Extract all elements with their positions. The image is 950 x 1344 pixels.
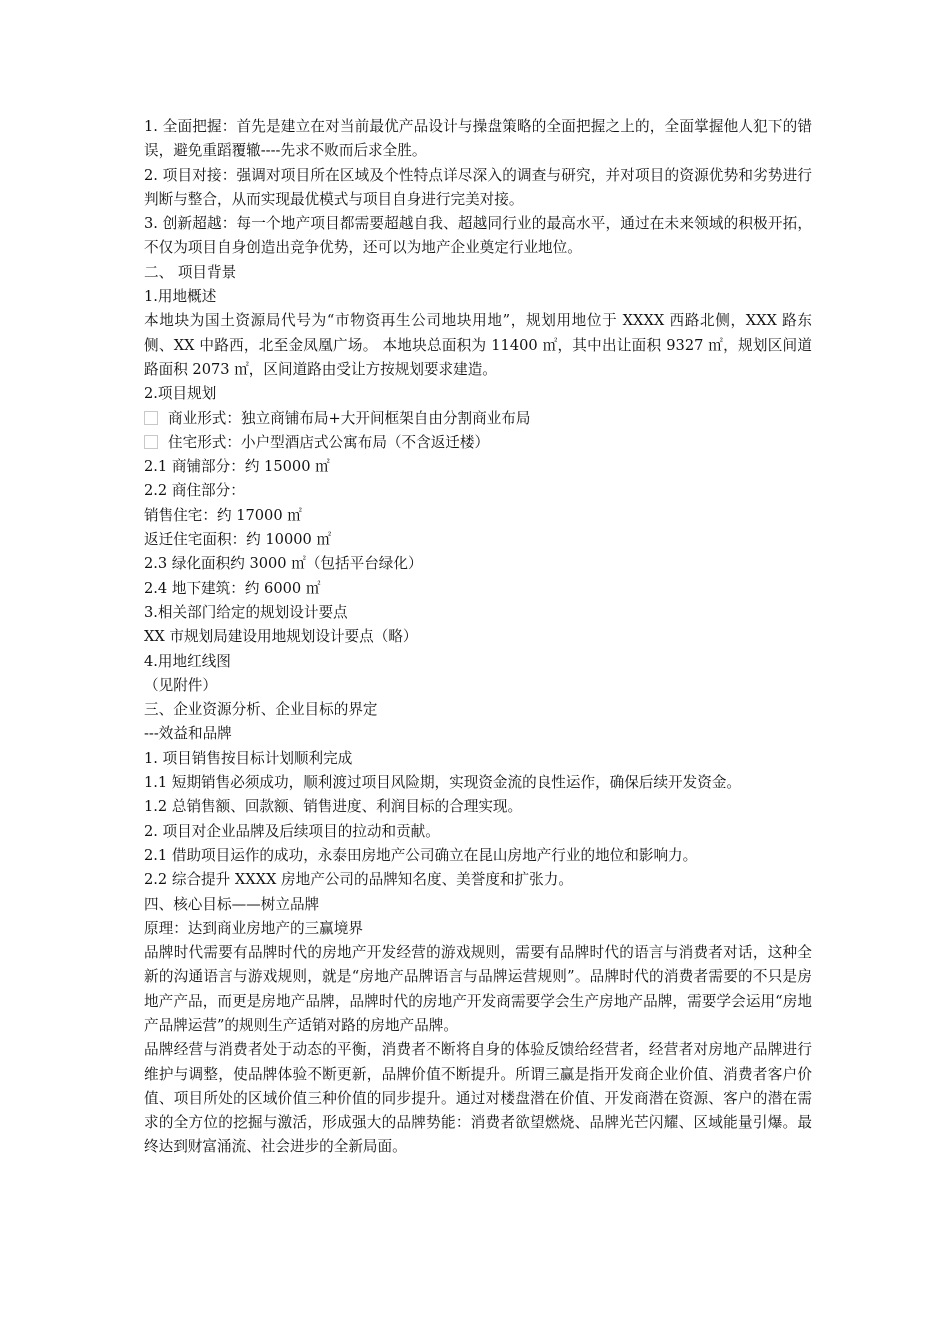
subheading-land-overview: 1.用地概述 bbox=[144, 288, 217, 306]
paragraph-project-docking: 2. 项目对接：强调对项目所在区域及个性特点详尽深入的调查与研究，并对项目的资源优势和劣势进行判断与整合，从而实现最优模式与项目自身进行完美对接。 bbox=[144, 166, 812, 208]
paragraph-innovation: 3. 创新超越：每一个地产项目都需要超越自我、超越同行业的最高水平，通过在未来领域的积极开拓，不仅为项目自身创造出竞争优势，还可以为地产企业奠定行业地位。 bbox=[144, 215, 812, 257]
subheading-red-line-map: 4.用地红线图 bbox=[144, 652, 231, 670]
line-sales-target: 1. 项目销售按目标计划顺利完成 bbox=[144, 749, 353, 767]
paragraph-brand-era: 品牌时代需要有品牌时代的房地产开发经营的游戏规则，需要有品牌时代的语言与消费者对话，这种全新的沟通语言与游戏规则，就是“房地产品牌语言与品牌运营规则”。品牌时代的消费者需要的不只是房地产产品，而更是房地产品牌，品牌时代的房地产开发商需要学会生产房地产品牌，需要学会运用“房地产品牌运营”的规则生产适销对路的房地产品牌。 bbox=[144, 944, 812, 1034]
line-planning-points-note: XX 市规划局建设用地规划设计要点（略） bbox=[144, 628, 418, 646]
paragraph-land-overview: 本地块为国土资源局代号为“市物资再生公司地块用地”，规划用地位于 XXXX 西路北侧，XXX 路东侧、XX 中路西，北至金凤凰广场。 本地块总面积为 11400 ㎡，其中出让面积 9327 ㎡，规划区间道路面积 2073 ㎡，区间道路由受让方按规划要求建造。 bbox=[144, 312, 812, 378]
line-brand-contribution: 2. 项目对企业品牌及后续项目的拉动和贡献。 bbox=[144, 822, 440, 840]
document-body bbox=[144, 115, 812, 1160]
line-short-term-sales: 1.1 短期销售必须成功，顺利渡过项目风险期，实现资金流的良性运作，确保后续开发资金。 bbox=[144, 774, 742, 792]
line-see-attachment: （见附件） bbox=[144, 676, 217, 694]
bullet-text: 商业形式：独立商铺布局+大开间框架自由分割商业布局 bbox=[168, 409, 531, 427]
bullet-item-residential bbox=[144, 431, 812, 455]
line-shops-area: 2.1 商铺部分：约 15000 ㎡ bbox=[144, 458, 330, 476]
heading-resource-analysis: 三、企业资源分析、企业目标的界定 bbox=[144, 701, 378, 719]
heading-project-background: 二、 项目背景 bbox=[144, 263, 237, 281]
line-benefit-brand: ---效益和品牌 bbox=[144, 725, 232, 743]
line-brand-awareness: 2.2 综合提升 XXXX 房地产公司的品牌知名度、美誉度和扩张力。 bbox=[144, 871, 573, 889]
line-industry-position: 2.1 借助项目运作的成功，永泰田房地产公司确立在昆山房地产行业的地位和影响力。 bbox=[144, 846, 698, 864]
paragraph-comprehensive-grasp: 1. 全面把握：首先是建立在对当前最优产品设计与操盘策略的全面把握之上的，全面掌握他人犯下的错误，避免重蹈覆辙----先求不败而后求全胜。 bbox=[144, 118, 812, 160]
line-underground: 2.4 地下建筑：约 6000 ㎡ bbox=[144, 579, 321, 597]
line-principle: 原理：达到商业房地产的三赢境界 bbox=[144, 919, 363, 937]
bullet-box-icon bbox=[144, 411, 158, 425]
line-sales-housing: 销售住宅：约 17000 ㎡ bbox=[144, 506, 302, 524]
line-commercial-residential: 2.2 商住部分： bbox=[144, 482, 245, 500]
heading-core-goal: 四、核心目标——树立品牌 bbox=[144, 895, 320, 913]
subheading-planning-points: 3.相关部门给定的规划设计要点 bbox=[144, 603, 348, 621]
subheading-project-planning: 2.项目规划 bbox=[144, 385, 217, 403]
bullet-box-icon bbox=[144, 435, 158, 449]
bullet-text: 住宅形式：小户型酒店式公寓布局（不含返迁楼） bbox=[168, 433, 490, 451]
paragraph-brand-operation: 品牌经营与消费者处于动态的平衡，消费者不断将自身的体验反馈给经营者，经营者对房地产品牌进行维护与调整，使品牌体验不断更新，品牌价值不断提升。所谓三赢是指开发商企业价值、消费者客户价值、项目所处的区域价值三种价值的同步提升。通过对楼盘潜在价值、开发商潜在资源、客户的潜在需求的全方位的挖掘与激活，形成强大的品牌势能：消费者欲望燃烧、品牌光芒闪耀、区域能量引爆。最终达到财富涌流、社会进步的全新局面。 bbox=[144, 1041, 812, 1156]
line-green-area: 2.3 绿化面积约 3000 ㎡（包括平台绿化） bbox=[144, 555, 423, 573]
line-relocation-housing: 返迁住宅面积：约 10000 ㎡ bbox=[144, 531, 332, 549]
line-total-sales: 1.2 总销售额、回款额、销售进度、利润目标的合理实现。 bbox=[144, 798, 523, 816]
bullet-item-commercial bbox=[144, 407, 812, 431]
